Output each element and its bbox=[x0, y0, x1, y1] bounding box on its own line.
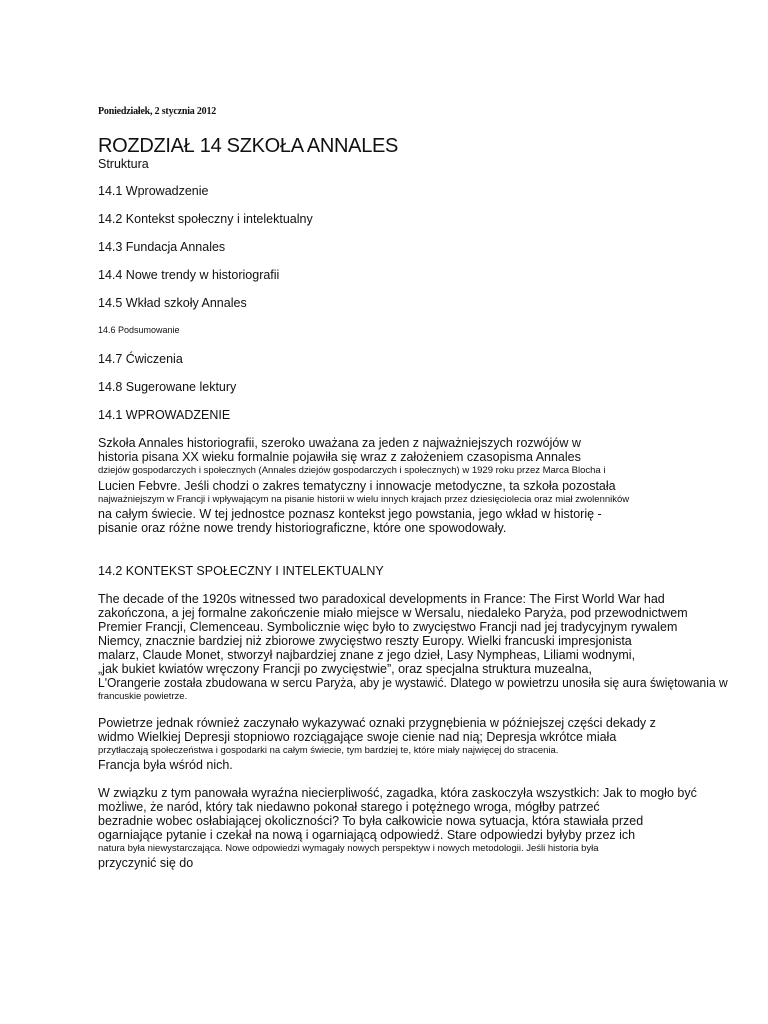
toc-item: 14.8 Sugerowane lektury bbox=[98, 380, 237, 394]
section-heading: 14.1 WPROWADZENIE bbox=[98, 408, 231, 422]
paragraph-line: Premier Francji, Clemenceau. Symbolicznie więc było to zwycięstwo Francji nad jej tradycyjnym rywalem bbox=[98, 620, 678, 634]
paragraph-line: na całym świecie. W tej jednostce poznasz kontekst jego powstania, jego wkład w historię - bbox=[98, 507, 602, 521]
paragraph-line: Lucien Febvre. Jeśli chodzi o zakres tematyczny i innowacje metodyczne, ta szkoła pozostała bbox=[98, 479, 616, 493]
toc-item: 14.7 Ćwiczenia bbox=[98, 352, 183, 366]
paragraph-line: L'Orangerie została zbudowana w sercu Paryża, aby je wystawić. Dlatego w powietrzu unosiła się aura świętowania w bbox=[98, 676, 728, 690]
chapter-subtitle: Struktura bbox=[98, 157, 149, 171]
paragraph-line: „jak bukiet kwiatów wręczony Francji po zwycięstwie”, oraz specjalna struktura muzealna, bbox=[98, 662, 592, 676]
paragraph-line: przyczynić się do bbox=[98, 856, 194, 870]
paragraph-line: Niemcy, znacznie bardziej niż zbiorowe zwycięstwo reszty Europy. Wielki francuski impresjonista bbox=[98, 634, 632, 648]
paragraph-line: natura była niewystarczająca. Nowe odpowiedzi wymagały nowych perspektyw i nowych metodologii. Jeśli historia była bbox=[98, 843, 599, 854]
toc-item: 14.1 Wprowadzenie bbox=[98, 184, 209, 198]
paragraph-line: Szkoła Annales historiografii, szeroko uważana za jeden z najważniejszych rozwójów w bbox=[98, 436, 581, 450]
paragraph-line: Powietrze jednak również zaczynało wykazywać oznaki przygnębienia w późniejszej części dekady z bbox=[98, 716, 656, 730]
toc-item: 14.5 Wkład szkoły Annales bbox=[98, 296, 247, 310]
paragraph-line: historia pisana XX wieku formalnie pojawiła się wraz z założeniem czasopisma Annales bbox=[98, 450, 581, 464]
chapter-title: ROZDZIAŁ 14 SZKOŁA ANNALES bbox=[98, 135, 399, 157]
post-date: Poniedziałek, 2 stycznia 2012 bbox=[98, 106, 217, 117]
paragraph-line: dziejów gospodarczych i społecznych (Annales dziejów gospodarczych i społecznych) w 1929 roku przez Marca Blocha i bbox=[98, 465, 606, 476]
toc-item: 14.4 Nowe trendy w historiografii bbox=[98, 268, 280, 282]
paragraph-line: The decade of the 1920s witnessed two paradoxical developments in France: The First World War had bbox=[98, 592, 665, 606]
paragraph-line: ogarniające pytanie i czekał na nową i ogarniającą odpowiedź. Stare odpowiedzi byłyby przez ich bbox=[98, 828, 636, 842]
paragraph-line: możliwe, że naród, który tak niedawno pokonał starego i potężnego wroga, mógłby patrzeć bbox=[98, 800, 600, 814]
toc-item: 14.2 Kontekst społeczny i intelektualny bbox=[98, 212, 313, 226]
toc-item: 14.3 Fundacja Annales bbox=[98, 240, 226, 254]
paragraph-line: zakończona, a jej formalne zakończenie miało miejsce w Wersalu, niedaleko Paryża, pod przewodnictwem bbox=[98, 606, 688, 620]
paragraph-line: W związku z tym panowała wyraźna niecierpliwość, zagadka, która zaskoczyła wszystkich: Jak to mogło być bbox=[98, 786, 697, 800]
paragraph-line: pisanie oraz różne nowe trendy historiograficzne, które one spowodowały. bbox=[98, 521, 507, 535]
paragraph-line: najważniejszym w Francji i wpływającym na pisanie historii w wielu innych krajach przez dziesięciolecia oraz miał zwolenników bbox=[98, 494, 630, 505]
section-heading: 14.2 KONTEKST SPOŁECZNY I INTELEKTUALNY bbox=[98, 564, 384, 578]
paragraph-line: przytłaczają społeczeństwa i gospodarki na całym świecie, tym bardziej te, które miały najwięcej do stracenia. bbox=[98, 745, 559, 756]
paragraph-line: Francja była wśród nich. bbox=[98, 758, 233, 772]
toc-item: 14.6 Podsumowanie bbox=[98, 325, 180, 335]
paragraph-line: bezradnie wobec osłabiającej okoliczności? To była całkowicie nowa sytuacja, która stawiała przed bbox=[98, 814, 644, 828]
paragraph-line: francuskie powietrze. bbox=[98, 691, 188, 702]
paragraph-line: widmo Wielkiej Depresji stopniowo rozciągające swoje cienie nad nią; Depresja wkrótce miała bbox=[98, 730, 617, 744]
paragraph-line: malarz, Claude Monet, stworzył najbardziej znane z jego dzieł, Lasy Nympheas, Liliami wodnymi, bbox=[98, 648, 636, 662]
